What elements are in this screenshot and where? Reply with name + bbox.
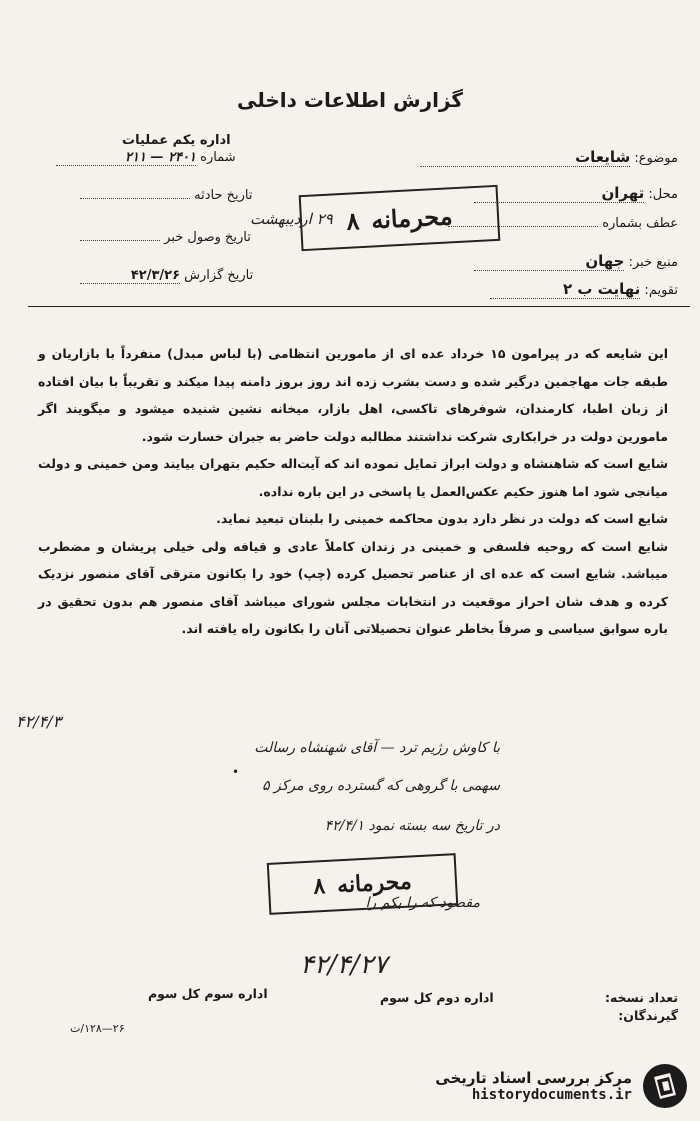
report-body xyxy=(38,340,668,643)
header-divider xyxy=(28,306,690,307)
stamp-top-text: محرمانه xyxy=(370,200,454,234)
handwritten-note-2: سهمی با گروهی که گسترده روی مرکز ۵ xyxy=(262,778,500,794)
handwritten-note-4: مقصود که را بکم را xyxy=(365,895,480,911)
handwritten-date: ۴۲/۴/۲۷ xyxy=(300,950,388,980)
watermark-url: historydocuments.ir xyxy=(471,1087,632,1103)
handwritten-note-1: با کاوش رژیم ترد — آقای شهنشاه رسالت xyxy=(254,740,500,756)
report-date-value: ۴۲/۳/۲۶ xyxy=(80,268,180,284)
number-value: ۲۴۰۱ — ۲۱۱ xyxy=(56,150,196,166)
body-paragraph-4: شایع است که روحیه فلسفی و خمینی در زندان کاملاً عادی و قیافه ولی خیلی پریشان و مضطرب میباشد. شایع است که عده ای از عناصر تحصیل کرده (چپ) خود را بکانون مترقی آقای منصور نزدیک کرده و هدف شان احراز موقعیت در انتخابات مجلس شورای میباشد آقای منصور هم بدون تحقیق در باره سوابق سیاسی و صرفاً بخاطر عنوان تحصیلاتی آنان را بکانون راه یافته اند. xyxy=(38,538,668,636)
watermark xyxy=(435,1063,688,1109)
recipient-1: اداره دوم کل سوم xyxy=(380,990,494,1005)
document-title: گزارش اطلاعات داخلی xyxy=(236,88,464,112)
handwritten-date-top: ۲۹ اردیبهشت xyxy=(250,210,333,228)
report-date-label: تاریخ گزارش xyxy=(184,268,254,283)
evaluation-label: تقویم xyxy=(648,283,678,298)
archive-logo-icon xyxy=(642,1063,688,1109)
dot-mark: • xyxy=(232,765,240,779)
recipients-label: گیرندگان: xyxy=(618,1008,678,1023)
source-row: منبع خبر: جهان xyxy=(474,252,678,271)
evaluation-value: نهایت ب ۲ xyxy=(490,280,640,299)
place-value: تهران xyxy=(474,184,644,203)
stamp-bottom-number: ۸ xyxy=(312,872,326,900)
subject-value: شایعات xyxy=(420,148,630,167)
stamp-top-number: ۸ xyxy=(345,205,361,236)
receipt-date-value xyxy=(80,240,160,241)
subject-label: موضوع xyxy=(638,151,678,166)
handwritten-note-3: در تاریخ سه بسته نمود ۴۲/۴/۱ xyxy=(324,818,500,834)
body-paragraph-2: شایع است که شاهنشاه و دولت ابراز تمایل نموده اند که آیت‌اله حکیم بتهران بیایند ومن خمینی و دولت میانجی شود اما هنوز حکیم عکس‌العمل یا پاسخی در این باره نداده. xyxy=(38,456,668,499)
source-value: جهان xyxy=(474,252,624,271)
incident-date-label: تاریخ حادثه xyxy=(194,188,253,203)
place-row: محل: تهران xyxy=(474,184,678,203)
footer-code: ۲۶—۱۲۸/ت xyxy=(70,1022,125,1035)
recipient-2: اداره سوم کل سوم xyxy=(148,986,268,1001)
body-paragraph-1: این شایعه که در پیرامون ۱۵ خرداد عده ای از مامورین انتظامی (با لباس مبدل) منفرداً با بازاریان و طبقه جات مهاجمین درگیر شده و دست بشرب زده اند روز بروز دامنه پیدا میکند و تقریباً با بیان افتاده از زبان اطبا، کارمندان، شوفرهای تاکسی، اهل بازار، میخانه نشین شنیده میشود و میگویند اگر مامورین دولت در خرابکاری شرکت نداشتند مطالبه دولت حاضر به جبران خسارت شود. xyxy=(38,346,668,444)
receipt-date-row xyxy=(80,230,251,245)
number-row xyxy=(56,150,236,166)
report-date-row xyxy=(80,268,253,284)
watermark-name: مرکز بررسی اسناد تاریخی xyxy=(435,1069,632,1087)
incident-date-value xyxy=(80,198,190,199)
office-label: اداره یکم عملیات xyxy=(122,133,231,148)
number-label: شماره xyxy=(200,150,236,165)
evaluation-row: تقویم: نهایت ب ۲ xyxy=(490,280,678,299)
margin-number: ۴۲/۴/۳ xyxy=(16,712,62,731)
receipt-date-label: تاریخ وصول خبر xyxy=(164,230,251,245)
subject-row: موضوع: شایعات xyxy=(420,148,678,167)
source-label: منبع خبر xyxy=(633,255,678,270)
incident-date-row xyxy=(80,188,253,203)
confidential-stamp-bottom xyxy=(267,853,458,915)
body-paragraph-3: شایع است که دولت در نظر دارد بدون محاکمه خمینی را بلبنان تبعید نماید. xyxy=(216,511,668,526)
stamp-bottom-text: محرمانه xyxy=(336,868,413,899)
copies-label: تعداد نسخه: xyxy=(604,990,678,1005)
reference-label: عطف بشماره xyxy=(602,216,678,231)
place-label: محل xyxy=(652,187,678,202)
